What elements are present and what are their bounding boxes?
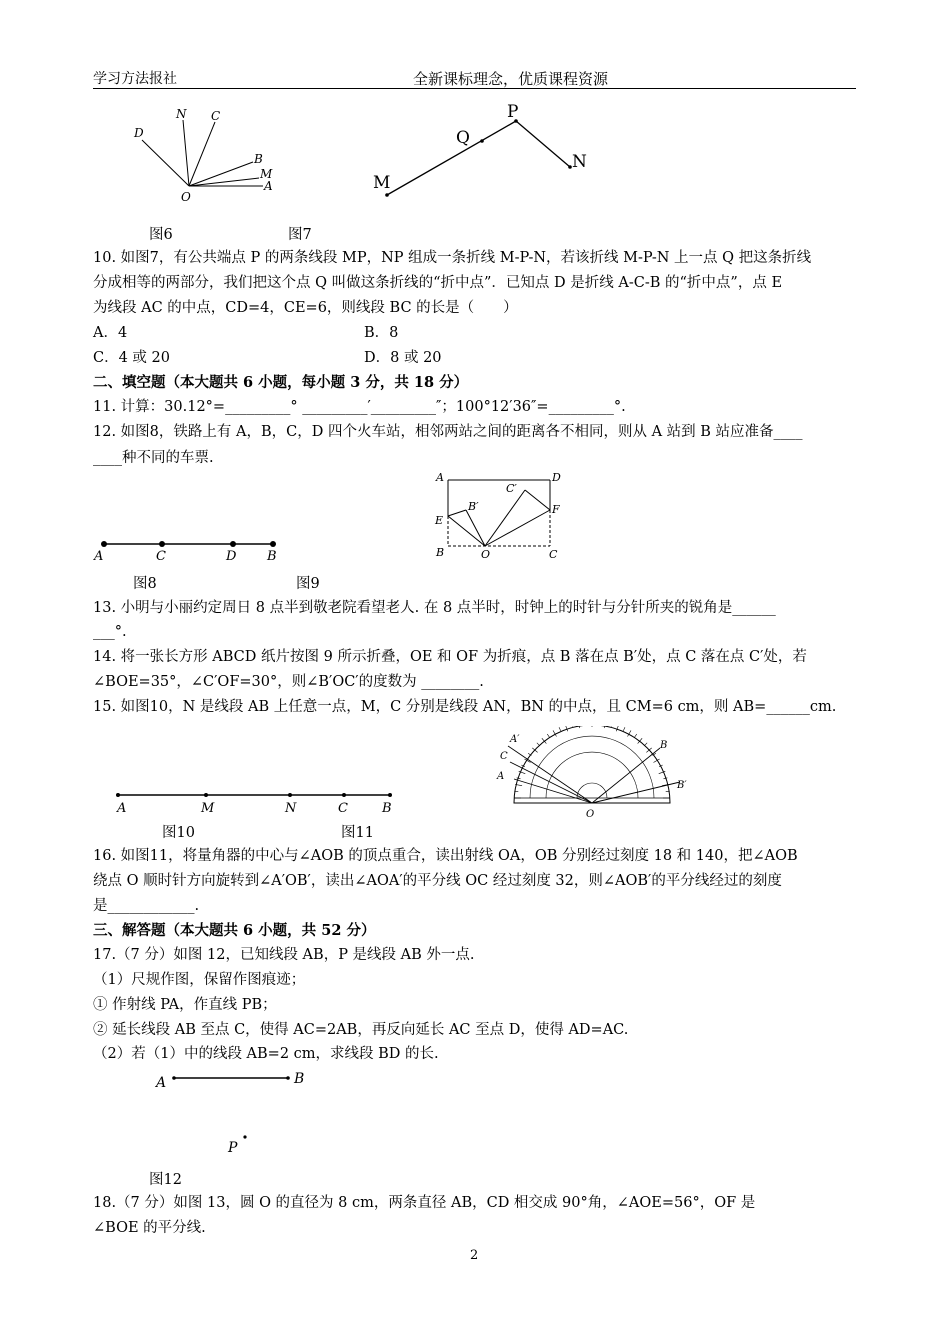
fig10-label-m: M xyxy=(201,801,215,816)
header-left: 学习方法报社 xyxy=(93,71,177,87)
q12-line1: 12. 如图8，铁路上有 A，B，C，D 四个火车站，相邻两站之间的距离各不相同，则从 A 站到 B 站应准备____ xyxy=(93,424,803,440)
q17-line4: ② 延长线段 AB 至点 C，使得 AC=2AB，再反向延长 AC 至点 D，使得 AD=AC. xyxy=(93,1022,629,1038)
header-center: 全新课标理念，优质课程资源 xyxy=(413,70,609,88)
fig9-caption: 图9 xyxy=(296,576,320,592)
fig12-caption: 图12 xyxy=(149,1172,182,1188)
figure-9 xyxy=(430,468,570,566)
q17-line1: 17.（7 分）如图 12，已知线段 AB，P 是线段 AB 外一点. xyxy=(93,947,475,963)
station-c xyxy=(159,541,165,547)
fig8-label-c: C xyxy=(156,549,166,564)
station-d xyxy=(230,541,236,547)
fold-eb1 xyxy=(448,510,466,516)
fig11-label-a: A xyxy=(497,771,505,782)
fig7-label-p: P xyxy=(507,102,519,122)
fig10-label-n: N xyxy=(285,801,297,816)
fig6-label-d: D xyxy=(134,126,144,140)
fig11-label-b1: B′ xyxy=(677,780,687,791)
fig7-label-q: Q xyxy=(456,128,470,148)
figure-11 xyxy=(492,726,692,820)
fig12-label-p: P xyxy=(228,1140,238,1156)
point-b xyxy=(388,793,392,797)
q18-line1: 18.（7 分）如图 13，圆 O 的直径为 8 cm，两条直径 AB，CD 相交成 90°角，∠AOE=56°，OF 是 xyxy=(93,1195,756,1211)
fold-fc1 xyxy=(525,490,550,510)
q13-line2: ___°. xyxy=(93,624,127,640)
q18-line2: ∠BOE 的平分线. xyxy=(93,1220,206,1236)
fig12-label-b: B xyxy=(294,1071,305,1087)
station-a xyxy=(101,541,107,547)
q10-option-d: D．8 或 20 xyxy=(364,350,442,366)
fig9-label-b1: B′ xyxy=(468,500,479,513)
fig6-label-a: A xyxy=(264,179,273,193)
fig8-label-a: A xyxy=(94,549,104,564)
fig6-label-b: B xyxy=(254,152,263,166)
header-rule xyxy=(93,88,856,89)
protractor-tick xyxy=(572,726,573,727)
protractor-tick xyxy=(547,734,549,737)
fig11-label-o: O xyxy=(586,809,595,820)
point-a xyxy=(116,793,120,797)
fig11-label-a1: A′ xyxy=(510,734,520,745)
fig9-label-c: C xyxy=(549,548,558,561)
crease-oe xyxy=(448,516,485,546)
q16-line1: 16. 如图11，将量角器的中心与∠AOB 的顶点重合，读出射线 OA，OB 分别经过刻度 18 和 140，把∠AOB xyxy=(93,848,798,864)
ray-oc xyxy=(510,762,592,803)
q14-line2: ∠BOE=35°，∠C′OF=30°，则∠B′OC′的度数为 ________. xyxy=(93,674,484,690)
section-3-heading: 三、解答题（本大题共 6 小题，共 52 分） xyxy=(93,922,376,939)
fig7-label-n: N xyxy=(572,152,587,172)
fig9-label-o: O xyxy=(481,548,491,561)
fig6-label-c: C xyxy=(211,109,221,123)
figure-7 xyxy=(365,95,595,205)
figure-12 xyxy=(150,1065,320,1160)
fig10-caption: 图10 xyxy=(162,825,195,841)
q11: 11. 计算：30.12°=_________° _________′_________″；100°12′36″=_________°. xyxy=(93,399,626,415)
fig10-label-b: B xyxy=(382,801,392,816)
section-2-heading: 二、填空题（本大题共 6 小题，每小题 3 分，共 18 分） xyxy=(93,374,469,391)
q12-line2: ____种不同的车票. xyxy=(93,450,214,466)
point-n xyxy=(288,793,292,797)
fold-ob1 xyxy=(466,510,485,546)
fig6-caption: 图6 xyxy=(149,227,173,243)
ray-oa1 xyxy=(508,746,592,803)
protractor-outline xyxy=(514,726,670,803)
point-m xyxy=(204,793,208,797)
fig11-label-b: B xyxy=(660,740,668,751)
fig8-caption: 图8 xyxy=(133,576,157,592)
fig9-label-b: B xyxy=(436,546,445,559)
fig8-label-b: B xyxy=(267,549,277,564)
fig10-label-a: A xyxy=(117,801,127,816)
q15: 15. 如图10，N 是线段 AB 上任意一点，M，C 分别是线段 AN，BN 的中点，且 CM=6 cm，则 AB=______cm. xyxy=(93,699,837,715)
q10-line3: 为线段 AC 的中点，CD=4，CE=6，则线段 BC 的长是（ ） xyxy=(93,300,518,316)
q10-option-b: B．8 xyxy=(364,325,399,341)
ray-oc xyxy=(189,122,215,186)
q16-line3: 是____________. xyxy=(93,898,200,914)
q17-line3: ① 作射线 PA，作直线 PB； xyxy=(93,997,277,1013)
point-b xyxy=(286,1076,290,1080)
point-q xyxy=(480,139,484,143)
segment-pn xyxy=(516,121,570,167)
protractor-tick xyxy=(611,726,612,727)
protractor-tick xyxy=(644,743,647,746)
fig6-label-m: M xyxy=(260,167,273,181)
ray-od xyxy=(142,140,189,186)
q10-option-c: C．4 或 20 xyxy=(93,350,170,366)
fig9-label-d: D xyxy=(552,471,561,484)
fig6-label-n: N xyxy=(176,107,187,121)
q14-line1: 14. 将一张长方形 ABCD 纸片按图 9 所示折叠，OE 和 OF 为折痕，点 B 落在点 B′处，点 C 落在点 C′处，若 xyxy=(93,649,807,665)
fig9-label-f: F xyxy=(552,503,560,516)
crease-of xyxy=(485,510,550,546)
fig6-label-o: O xyxy=(181,190,191,204)
figure-10 xyxy=(110,786,400,816)
page-number: 2 xyxy=(470,1248,479,1263)
q17-line5: （2）若（1）中的线段 AB=2 cm，求线段 BD 的长. xyxy=(93,1046,439,1062)
fig10-label-c: C xyxy=(338,801,348,816)
q10-option-a: A．4 xyxy=(93,325,128,341)
protractor-tick xyxy=(537,743,540,746)
fig7-label-m: M xyxy=(373,173,391,193)
point-c xyxy=(342,793,346,797)
ray-oa xyxy=(514,779,592,803)
figure-8 xyxy=(90,532,290,566)
protractor-tick xyxy=(559,727,561,731)
protractor-tick xyxy=(623,727,625,731)
figure-6 xyxy=(125,100,285,210)
segment-mp xyxy=(387,121,516,195)
station-b xyxy=(270,541,276,547)
fold-oc1 xyxy=(485,490,525,546)
q13-line1: 13. 小明与小丽约定周日 8 点半到敬老院看望老人. 在 8 点半时，时钟上的时针与分针所夹的锐角是______ xyxy=(93,600,776,616)
ray-on xyxy=(183,120,189,186)
fig11-label-c: C xyxy=(500,751,508,762)
q10-line2: 分成相等的两部分，我们把这个点 Q 叫做这条折线的“折中点”．已知点 D 是折线 A-C-B 的“折中点”，点 E xyxy=(93,275,783,291)
q16-line2: 绕点 O 顺时针方向旋转到∠A′OB′，读出∠AOA′的平分线 OC 经过刻度 32，则∠AOB′的平分线经过的刻度 xyxy=(93,873,782,889)
fig9-label-c1: C′ xyxy=(506,482,517,495)
fig12-label-a: A xyxy=(156,1075,167,1091)
q10-line1: 10. 如图7，有公共端点 P 的两条线段 MP，NP 组成一条折线 M-P-N，若该折线 M-P-N 上一点 Q 把这条折线 xyxy=(93,250,812,266)
point-p xyxy=(243,1135,246,1138)
point-a xyxy=(172,1076,176,1080)
fig9-label-a: A xyxy=(436,471,444,484)
protractor-tick xyxy=(634,734,636,737)
point-m xyxy=(385,193,389,197)
q17-line2: （1）尺规作图，保留作图痕迹； xyxy=(93,972,306,988)
fig8-label-d: D xyxy=(226,549,237,564)
fig9-label-e: E xyxy=(435,514,444,527)
fig7-caption: 图7 xyxy=(288,227,312,243)
fig11-caption: 图11 xyxy=(341,825,374,841)
